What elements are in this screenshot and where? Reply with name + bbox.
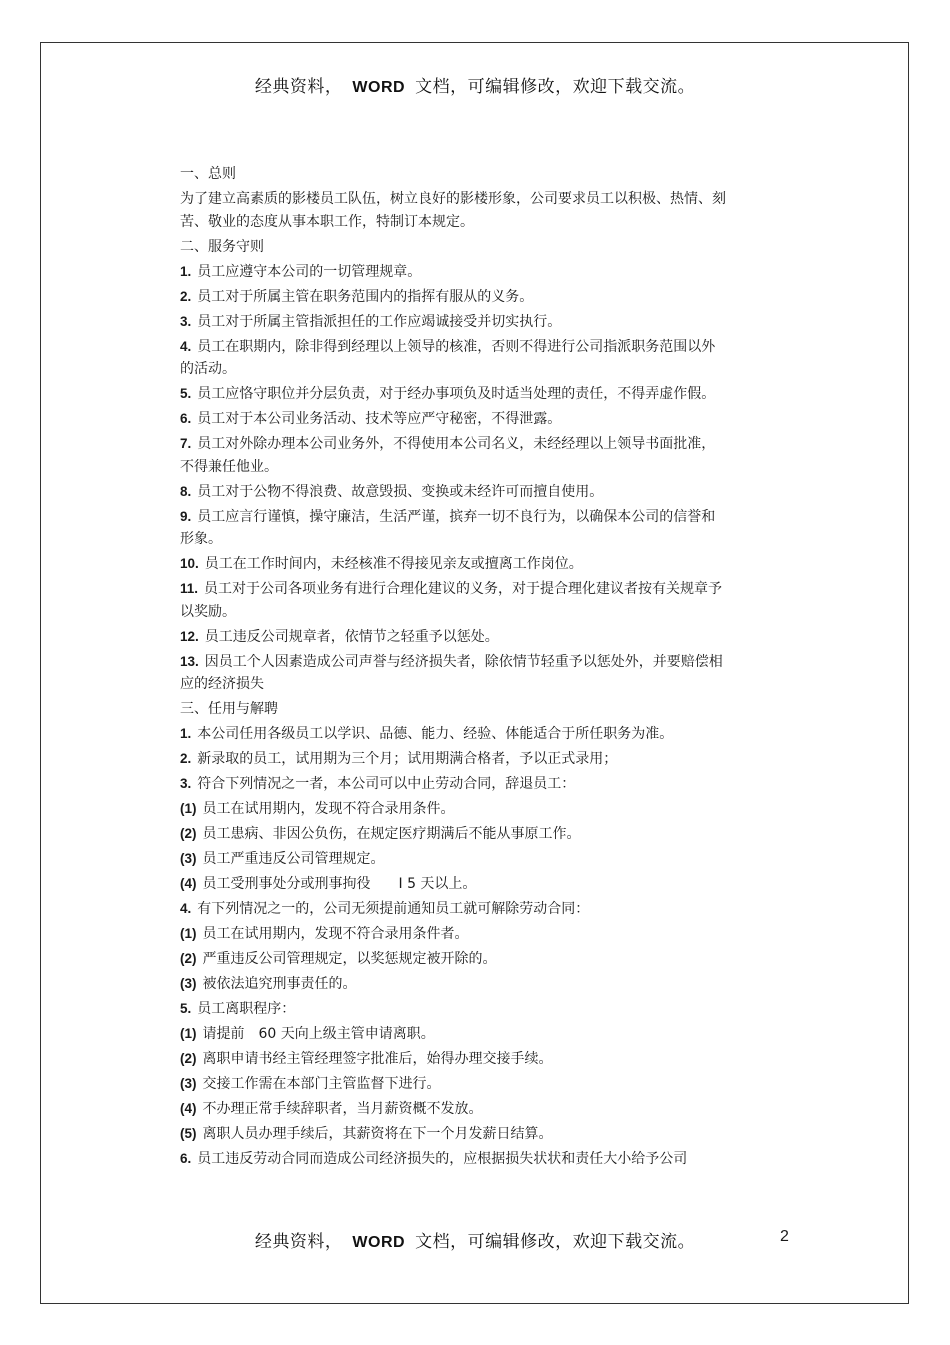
- paragraph: [180, 286, 728, 309]
- item-number: (4): [180, 876, 197, 891]
- item-number: (3): [180, 851, 197, 866]
- page-number: 2: [780, 1228, 789, 1245]
- item-number: (3): [180, 976, 197, 991]
- footer-banner: [0, 1227, 950, 1252]
- item-number: 6.: [180, 411, 192, 426]
- item-number: 7.: [180, 436, 192, 451]
- paragraph: [180, 948, 728, 971]
- paragraph: [180, 1148, 728, 1171]
- paragraph-text: 员工在试用期内，发现不符合录用条件。: [202, 801, 455, 817]
- paragraph: [180, 698, 728, 721]
- footer-prefix: 经典资料，: [254, 1232, 343, 1252]
- paragraph-text: 员工受刑事处分或刑事拘役 I 5 天以上。: [202, 876, 477, 892]
- paragraph: [180, 1073, 728, 1096]
- paragraph-text: 有下列情况之一的，公司无须提前通知员工就可解除劳动合同：: [197, 901, 590, 917]
- paragraph: [180, 163, 728, 186]
- paragraph-text: 员工在职期内，除非得到经理以上领导的核准，否则不得进行公司指派职务范围以外的活动。: [180, 338, 716, 377]
- item-number: 4.: [180, 338, 192, 354]
- item-number: 1.: [180, 726, 192, 741]
- item-number: 5.: [180, 1001, 192, 1016]
- document-body: [180, 163, 728, 1173]
- item-number: (2): [180, 826, 197, 841]
- item-number: 13.: [180, 653, 199, 669]
- paragraph: [180, 261, 728, 284]
- header-word: WORD: [352, 79, 406, 96]
- paragraph: [180, 383, 728, 406]
- paragraph-text: 员工对外除办理本公司业务外，不得使用本公司名义，未经经理以上领导书面批准，不得兼任他业。: [180, 436, 716, 475]
- paragraph-text: 员工对于公物不得浪费、故意毁损、变换或未经许可而擅自使用。: [197, 483, 604, 500]
- header-prefix: 经典资料，: [254, 77, 343, 97]
- paragraph: [180, 1048, 728, 1071]
- item-number: (5): [180, 1126, 197, 1141]
- paragraph: [180, 848, 728, 871]
- paragraph: [180, 898, 728, 921]
- footer-word: WORD: [352, 1234, 406, 1251]
- paragraph: [180, 506, 728, 551]
- paragraph-text: 员工严重违反公司管理规定。: [202, 851, 385, 867]
- paragraph: [180, 823, 728, 846]
- paragraph: [180, 481, 728, 504]
- item-number: 1.: [180, 263, 192, 279]
- paragraph-text: 三、任用与解聘: [180, 701, 278, 717]
- paragraph-text: 一、总则: [180, 166, 236, 182]
- paragraph-text: 员工应言行谨慎，操守廉洁，生活严谨，摈弃一切不良行为，以确保本公司的信誉和形象。: [180, 508, 716, 547]
- item-number: 11.: [180, 581, 199, 596]
- item-number: 4.: [180, 901, 192, 916]
- paragraph-text: 员工患病、非因公负伤，在规定医疗期满后不能从事原工作。: [202, 826, 581, 842]
- paragraph-text: 员工在工作时间内，未经核准不得接见亲友或擅离工作岗位。: [204, 556, 583, 572]
- item-number: 6.: [180, 1151, 192, 1166]
- item-number: (1): [180, 1026, 197, 1041]
- paragraph: [180, 973, 728, 996]
- paragraph-text: 员工对于公司各项业务有进行合理化建议的义务，对于提合理化建议者按有关规章予以奖励。: [180, 581, 723, 620]
- item-number: (4): [180, 1101, 197, 1116]
- paragraph-text: 二、服务守则: [180, 238, 264, 255]
- paragraph: [180, 188, 728, 233]
- paragraph: [180, 311, 728, 334]
- paragraph-text: 离职申请书经主管经理签字批准后，始得办理交接手续。: [202, 1051, 553, 1067]
- item-number: (2): [180, 1051, 197, 1066]
- paragraph: [180, 998, 728, 1021]
- item-number: 5.: [180, 386, 192, 401]
- paragraph-text: 符合下列情况之一者，本公司可以中止劳动合同，辞退员工：: [197, 776, 576, 792]
- paragraph: [180, 723, 728, 746]
- paragraph: [180, 1098, 728, 1121]
- item-number: (2): [180, 951, 197, 966]
- paragraph-text: 员工对于所属主管指派担任的工作应竭诚接受并切实执行。: [197, 313, 562, 330]
- paragraph-text: 交接工作需在本部门主管监督下进行。: [202, 1076, 441, 1092]
- paragraph: [180, 873, 728, 896]
- paragraph-text: 严重违反公司管理规定，以奖惩规定被开除的。: [202, 951, 497, 967]
- paragraph-text: 员工对于本公司业务活动、技术等应严守秘密，不得泄露。: [197, 411, 562, 427]
- paragraph: [180, 923, 728, 946]
- paragraph-text: 被依法追究刑事责任的。: [202, 976, 357, 992]
- item-number: (1): [180, 801, 197, 816]
- paragraph: [180, 748, 728, 771]
- paragraph-text: 本公司任用各级员工以学识、品德、能力、经验、体能适合于所任职务为准。: [197, 726, 674, 742]
- header-suffix: 文档，可编辑修改，欢迎下载交流。: [415, 77, 696, 97]
- paragraph-text: 员工违反劳动合同而造成公司经济损失的，应根据损失状状和责任大小给予公司: [197, 1151, 688, 1167]
- item-number: 3.: [180, 776, 192, 791]
- paragraph-text: 员工应遵守本公司的一切管理规章。: [197, 263, 422, 280]
- item-number: 9.: [180, 508, 192, 524]
- paragraph-text: 为了建立高素质的影楼员工队伍，树立良好的影楼形象，公司要求员工以积极、热情、刻苦、敬业的态度从事本职工作，特制订本规定。: [180, 191, 726, 230]
- item-number: (1): [180, 926, 197, 941]
- paragraph: [180, 236, 728, 259]
- paragraph-text: 员工在试用期内，发现不符合录用条件者。: [202, 926, 469, 942]
- paragraph: [180, 1023, 728, 1046]
- paragraph-text: 新录取的员工，试用期为三个月；试用期满合格者，予以正式录用；: [197, 751, 618, 767]
- paragraph: [180, 626, 728, 649]
- paragraph: [180, 798, 728, 821]
- paragraph-text: 员工违反公司规章者，依情节之轻重予以惩处。: [204, 628, 499, 645]
- item-number: 12.: [180, 628, 199, 644]
- paragraph-text: 员工应恪守职位并分层负责，对于经办事项负及时适当处理的责任，不得弄虚作假。: [197, 386, 716, 402]
- paragraph: [180, 1123, 728, 1146]
- paragraph-text: 不办理正常手续辞职者，当月薪资概不发放。: [202, 1101, 483, 1117]
- paragraph: [180, 651, 728, 696]
- item-number: (3): [180, 1076, 197, 1091]
- paragraph-text: 离职人员办理手续后，其薪资将在下一个月发薪日结算。: [202, 1126, 553, 1142]
- paragraph: [180, 773, 728, 796]
- footer-suffix: 文档，可编辑修改，欢迎下载交流。: [415, 1232, 696, 1252]
- paragraph-text: 员工对于所属主管在职务范围内的指挥有服从的义务。: [197, 288, 534, 305]
- paragraph-text: 员工离职程序：: [197, 1001, 296, 1017]
- paragraph: [180, 433, 728, 478]
- paragraph: [180, 336, 728, 381]
- item-number: 8.: [180, 483, 192, 499]
- paragraph: [180, 553, 728, 576]
- paragraph-text: 请提前 60 天向上级主管申请离职。: [202, 1026, 435, 1042]
- item-number: 2.: [180, 288, 192, 304]
- header-banner: [0, 72, 950, 97]
- paragraph-text: 因员工个人因素造成公司声誉与经济损失者，除依情节轻重予以惩处外，并要赔偿相应的经济损失: [180, 653, 723, 692]
- paragraph: [180, 408, 728, 431]
- item-number: 3.: [180, 313, 192, 329]
- paragraph: [180, 578, 728, 623]
- item-number: 2.: [180, 751, 192, 766]
- item-number: 10.: [180, 556, 199, 571]
